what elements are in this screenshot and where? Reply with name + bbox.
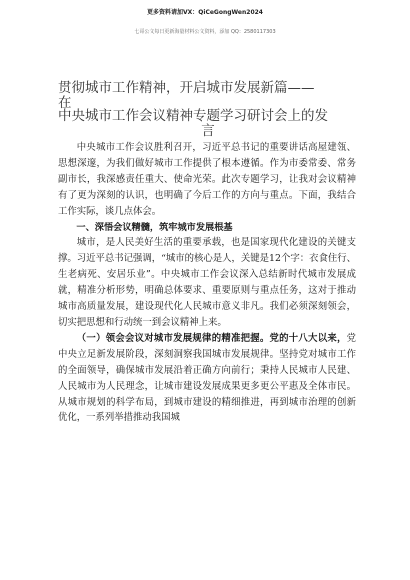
paragraph-intro: 中央城市工作会议胜利召开，习近平总书记的重要讲话高屋建瓴、思想深邃，为我们做好城市工作提供了根本遵循。作为市委常委、常务副市长，我深感责任重大、使命光荣。此次专题学习，让我对会议精神有了更为深刻的认识，也明确了今后工作的方向与重点。下面，我结合工作实际，谈几点体会。 xyxy=(58,142,356,217)
title-line-1: 贯彻城市工作精神，开启城市发展新篇—— xyxy=(58,80,315,96)
title-line-3: 中央城市工作会议精神专题学习研讨会上的发 xyxy=(58,108,328,124)
title-line-4: 言 xyxy=(201,123,215,139)
paragraph-subsection-1 xyxy=(58,331,356,426)
paragraph-city: 城市，是人民美好生活的重要承载，也是国家现代化建设的关键支撑。习近平总书记强调，“城市的核心是人，关键是12个字：衣食住行、生老病死、安居乐业”。中央城市工作会议深入总结新时代城市发展成就，精准分析形势，明确总体要求、重要原则与重点任务，这对于推动城市高质量发展，建设现代化人民城市意义非凡。我们必须深刻领会，切实把思想和行动统一到会议精神上来。 xyxy=(58,237,356,328)
subsection-text: 党中央立足新发展阶段，深刻洞察我国城市发展规律。坚持党对城市工作的全面领导，确保城市发展沿着正确方向前行；秉持人民城市人民建、人民城市为人民理念，让城市建设发展成果更多更公平惠及全体市民。从城市规划的科学布局，到城市建设的精细推进，再到城市治理的创新优化，一系列举措推动我国城 xyxy=(58,332,356,424)
top-banner: 更多资料请加VX：QiCeGongWen2024 xyxy=(147,9,263,16)
notice-line: 七哥公文每日更新海量材料公文资料，添加 QQ：2580117303 xyxy=(134,29,276,35)
document-body xyxy=(58,140,356,426)
title-line-2: 在 xyxy=(58,95,72,111)
section-heading-1: 一、深悟会议精髓，筑牢城市发展根基 xyxy=(76,221,233,233)
subsection-lead: （一）领会会议对城市发展规律的精准把握。党的十八大以来， xyxy=(76,332,347,344)
